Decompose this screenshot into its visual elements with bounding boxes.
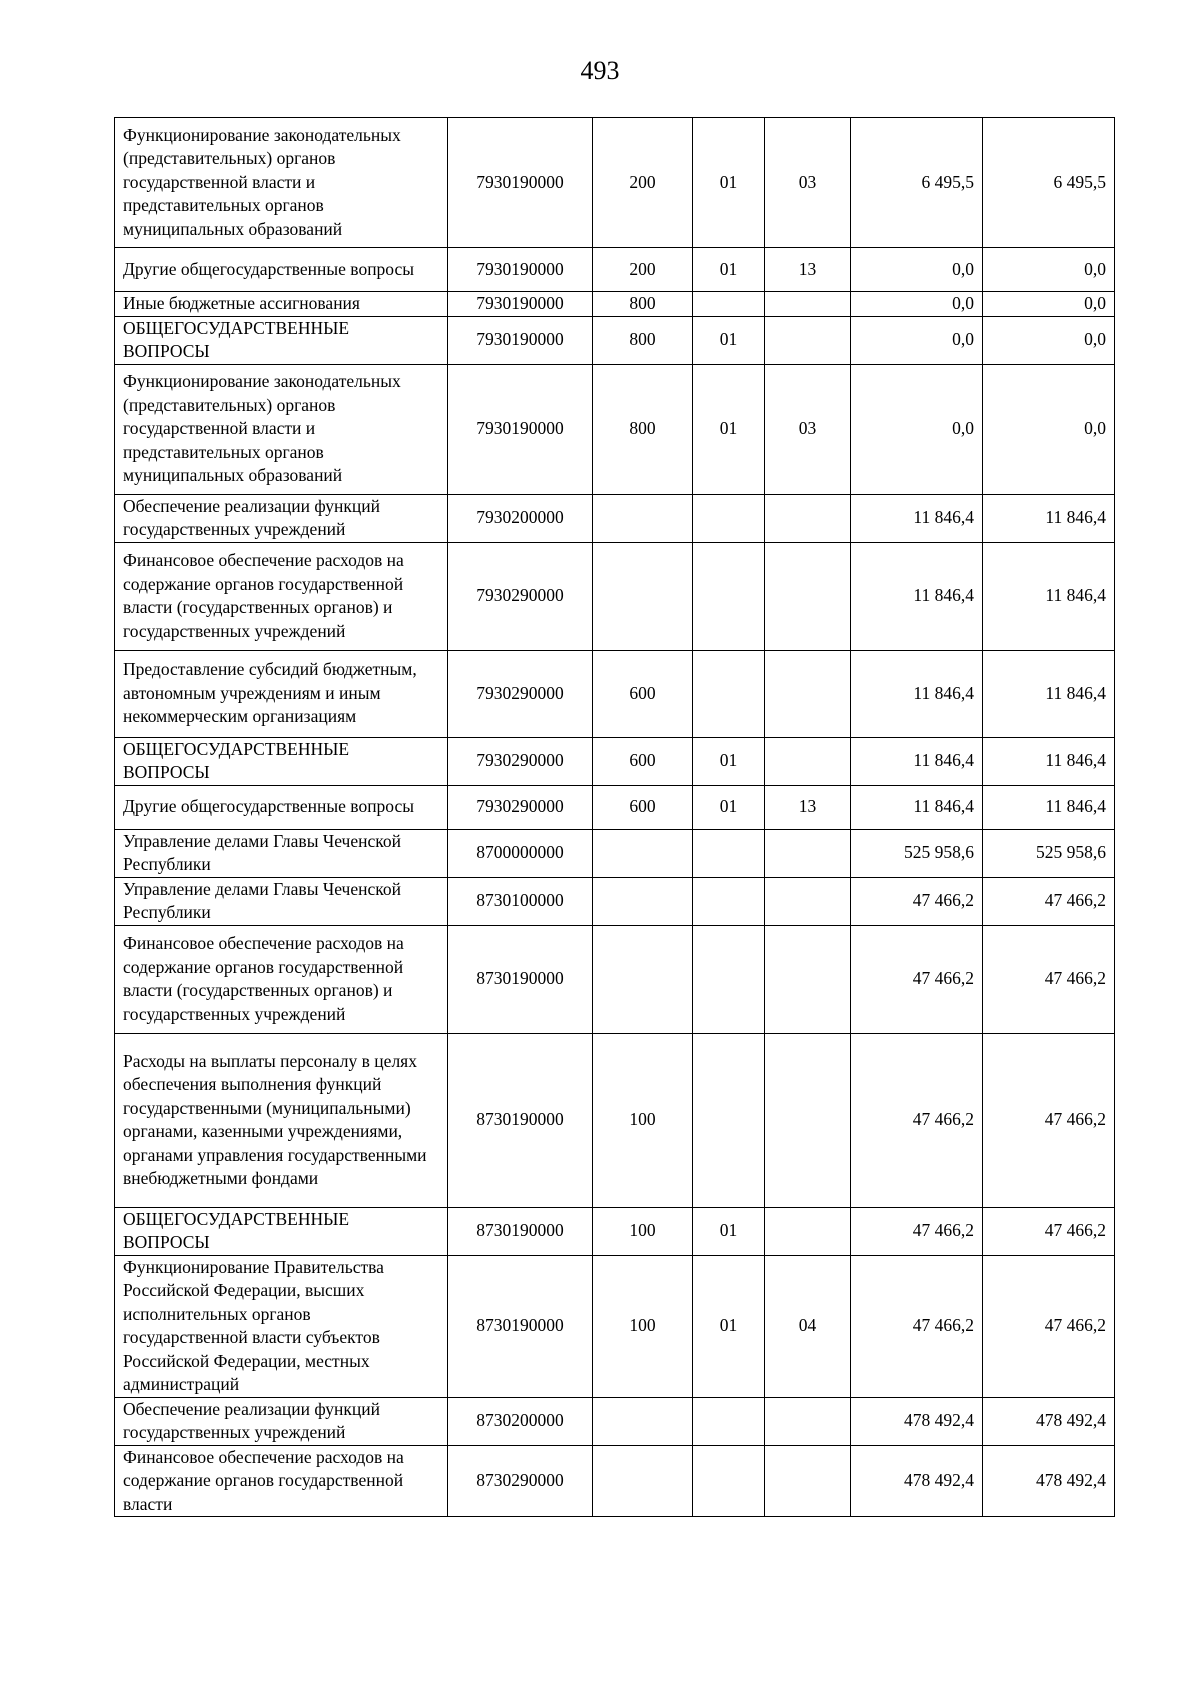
target-code-cell: 8730190000 [448, 925, 593, 1033]
expense-type-cell [593, 877, 693, 925]
amount-cell-2: 11 846,4 [983, 542, 1115, 650]
subsection-cell: 04 [765, 1255, 851, 1397]
target-code-cell: 7930190000 [448, 248, 593, 292]
amount-cell-2: 11 846,4 [983, 737, 1115, 785]
table-row [115, 877, 1115, 925]
table-row [115, 542, 1115, 650]
expense-type-cell: 800 [593, 292, 693, 317]
subsection-cell [765, 542, 851, 650]
amount-cell-2: 47 466,2 [983, 925, 1115, 1033]
row-name-cell: Предоставление субсидий бюджетным, автономным учреждениям и иным некоммерческим организациям [115, 650, 448, 737]
subsection-cell: 03 [765, 118, 851, 248]
page-number: 493 [580, 56, 620, 85]
table-row [115, 737, 1115, 785]
row-name-cell: Функционирование Правительства Российской Федерации, высших исполнительных органов государственной власти субъектов Российской Федерации, местных администраций [115, 1255, 448, 1397]
amount-cell-2: 525 958,6 [983, 829, 1115, 877]
amount-cell-1: 11 846,4 [851, 494, 983, 542]
table-row [115, 316, 1115, 364]
section-cell [693, 1445, 765, 1517]
section-cell [693, 1033, 765, 1207]
amount-cell-1: 47 466,2 [851, 1033, 983, 1207]
amount-cell-1: 47 466,2 [851, 1255, 983, 1397]
amount-cell-2: 6 495,5 [983, 118, 1115, 248]
amount-cell-2: 11 846,4 [983, 785, 1115, 829]
expense-type-cell [593, 1445, 693, 1517]
expense-type-cell: 100 [593, 1033, 693, 1207]
amount-cell-2: 478 492,4 [983, 1397, 1115, 1445]
table-row [115, 650, 1115, 737]
subsection-cell [765, 1207, 851, 1255]
target-code-cell: 7930190000 [448, 316, 593, 364]
expense-type-cell: 600 [593, 737, 693, 785]
amount-cell-2: 47 466,2 [983, 1033, 1115, 1207]
section-cell [693, 1397, 765, 1445]
subsection-cell: 13 [765, 248, 851, 292]
row-name-cell: Обеспечение реализации функций государственных учреждений [115, 494, 448, 542]
table-row [115, 1255, 1115, 1397]
subsection-cell [765, 829, 851, 877]
section-cell: 01 [693, 316, 765, 364]
row-name-cell: Функционирование законодательных (представительных) органов государственной власти и представительных органов муниципальных образований [115, 118, 448, 248]
target-code-cell: 7930190000 [448, 292, 593, 317]
amount-cell-1: 478 492,4 [851, 1397, 983, 1445]
amount-cell-1: 0,0 [851, 316, 983, 364]
subsection-cell [765, 1445, 851, 1517]
target-code-cell: 7930200000 [448, 494, 593, 542]
amount-cell-1: 47 466,2 [851, 925, 983, 1033]
target-code-cell: 7930190000 [448, 364, 593, 494]
section-cell: 01 [693, 1207, 765, 1255]
amount-cell-2: 11 846,4 [983, 650, 1115, 737]
subsection-cell: 13 [765, 785, 851, 829]
section-cell: 01 [693, 737, 765, 785]
section-cell: 01 [693, 785, 765, 829]
target-code-cell: 8730200000 [448, 1397, 593, 1445]
target-code-cell: 8730100000 [448, 877, 593, 925]
budget-table [114, 117, 1115, 1517]
row-name-cell: Финансовое обеспечение расходов на содержание органов государственной власти (государственных органов) и государственных учреждений [115, 925, 448, 1033]
section-cell [693, 494, 765, 542]
subsection-cell [765, 925, 851, 1033]
amount-cell-2: 478 492,4 [983, 1445, 1115, 1517]
section-cell [693, 650, 765, 737]
amount-cell-1: 47 466,2 [851, 877, 983, 925]
row-name-cell: Управление делами Главы Чеченской Республики [115, 877, 448, 925]
expense-type-cell [593, 542, 693, 650]
section-cell [693, 292, 765, 317]
table-row [115, 248, 1115, 292]
target-code-cell: 7930190000 [448, 118, 593, 248]
section-cell [693, 925, 765, 1033]
target-code-cell: 8730190000 [448, 1033, 593, 1207]
section-cell [693, 829, 765, 877]
section-cell [693, 542, 765, 650]
amount-cell-1: 0,0 [851, 248, 983, 292]
row-name-cell: Другие общегосударственные вопросы [115, 785, 448, 829]
target-code-cell: 7930290000 [448, 785, 593, 829]
table-row [115, 494, 1115, 542]
amount-cell-2: 47 466,2 [983, 1207, 1115, 1255]
amount-cell-1: 478 492,4 [851, 1445, 983, 1517]
expense-type-cell: 100 [593, 1255, 693, 1397]
row-name-cell: ОБЩЕГОСУДАРСТВЕННЫЕ ВОПРОСЫ [115, 737, 448, 785]
table-row [115, 292, 1115, 317]
subsection-cell: 03 [765, 364, 851, 494]
row-name-cell: Финансовое обеспечение расходов на содержание органов государственной власти (государственных органов) и государственных учреждений [115, 542, 448, 650]
amount-cell-2: 0,0 [983, 364, 1115, 494]
amount-cell-2: 0,0 [983, 316, 1115, 364]
expense-type-cell: 200 [593, 118, 693, 248]
expense-type-cell [593, 925, 693, 1033]
expense-type-cell: 800 [593, 316, 693, 364]
table-row [115, 1397, 1115, 1445]
budget-table-body [115, 118, 1115, 1517]
row-name-cell: Иные бюджетные ассигнования [115, 292, 448, 317]
row-name-cell: Функционирование законодательных (представительных) органов государственной власти и представительных органов муниципальных образований [115, 364, 448, 494]
target-code-cell: 8730290000 [448, 1445, 593, 1517]
target-code-cell: 8730190000 [448, 1255, 593, 1397]
section-cell: 01 [693, 118, 765, 248]
table-row [115, 785, 1115, 829]
table-row [115, 1445, 1115, 1517]
amount-cell-1: 11 846,4 [851, 650, 983, 737]
expense-type-cell [593, 1397, 693, 1445]
expense-type-cell: 600 [593, 785, 693, 829]
subsection-cell [765, 1397, 851, 1445]
amount-cell-1: 0,0 [851, 292, 983, 317]
subsection-cell [765, 877, 851, 925]
row-name-cell: ОБЩЕГОСУДАРСТВЕННЫЕ ВОПРОСЫ [115, 1207, 448, 1255]
table-row [115, 925, 1115, 1033]
subsection-cell [765, 292, 851, 317]
amount-cell-2: 47 466,2 [983, 877, 1115, 925]
subsection-cell [765, 1033, 851, 1207]
amount-cell-2: 0,0 [983, 292, 1115, 317]
amount-cell-2: 47 466,2 [983, 1255, 1115, 1397]
target-code-cell: 8730190000 [448, 1207, 593, 1255]
expense-type-cell: 200 [593, 248, 693, 292]
expense-type-cell: 800 [593, 364, 693, 494]
amount-cell-2: 11 846,4 [983, 494, 1115, 542]
amount-cell-1: 11 846,4 [851, 785, 983, 829]
target-code-cell: 7930290000 [448, 650, 593, 737]
expense-type-cell: 600 [593, 650, 693, 737]
target-code-cell: 7930290000 [448, 542, 593, 650]
row-name-cell: Обеспечение реализации функций государственных учреждений [115, 1397, 448, 1445]
row-name-cell: Расходы на выплаты персоналу в целях обеспечения выполнения функций государственными (муниципальными) органами, казенными учреждениями, органами управления государственными внебюджетными фондами [115, 1033, 448, 1207]
expense-type-cell [593, 494, 693, 542]
target-code-cell: 8700000000 [448, 829, 593, 877]
table-row [115, 118, 1115, 248]
table-row [115, 1207, 1115, 1255]
amount-cell-2: 0,0 [983, 248, 1115, 292]
amount-cell-1: 11 846,4 [851, 542, 983, 650]
subsection-cell [765, 316, 851, 364]
row-name-cell: Другие общегосударственные вопросы [115, 248, 448, 292]
section-cell: 01 [693, 248, 765, 292]
section-cell [693, 877, 765, 925]
section-cell: 01 [693, 364, 765, 494]
amount-cell-1: 47 466,2 [851, 1207, 983, 1255]
amount-cell-1: 525 958,6 [851, 829, 983, 877]
subsection-cell [765, 650, 851, 737]
subsection-cell [765, 737, 851, 785]
table-row [115, 1033, 1115, 1207]
amount-cell-1: 11 846,4 [851, 737, 983, 785]
table-row [115, 829, 1115, 877]
row-name-cell: Финансовое обеспечение расходов на содержание органов государственной власти [115, 1445, 448, 1517]
section-cell: 01 [693, 1255, 765, 1397]
expense-type-cell: 100 [593, 1207, 693, 1255]
target-code-cell: 7930290000 [448, 737, 593, 785]
table-row [115, 364, 1115, 494]
amount-cell-1: 6 495,5 [851, 118, 983, 248]
row-name-cell: ОБЩЕГОСУДАРСТВЕННЫЕ ВОПРОСЫ [115, 316, 448, 364]
expense-type-cell [593, 829, 693, 877]
amount-cell-1: 0,0 [851, 364, 983, 494]
subsection-cell [765, 494, 851, 542]
row-name-cell: Управление делами Главы Чеченской Республики [115, 829, 448, 877]
